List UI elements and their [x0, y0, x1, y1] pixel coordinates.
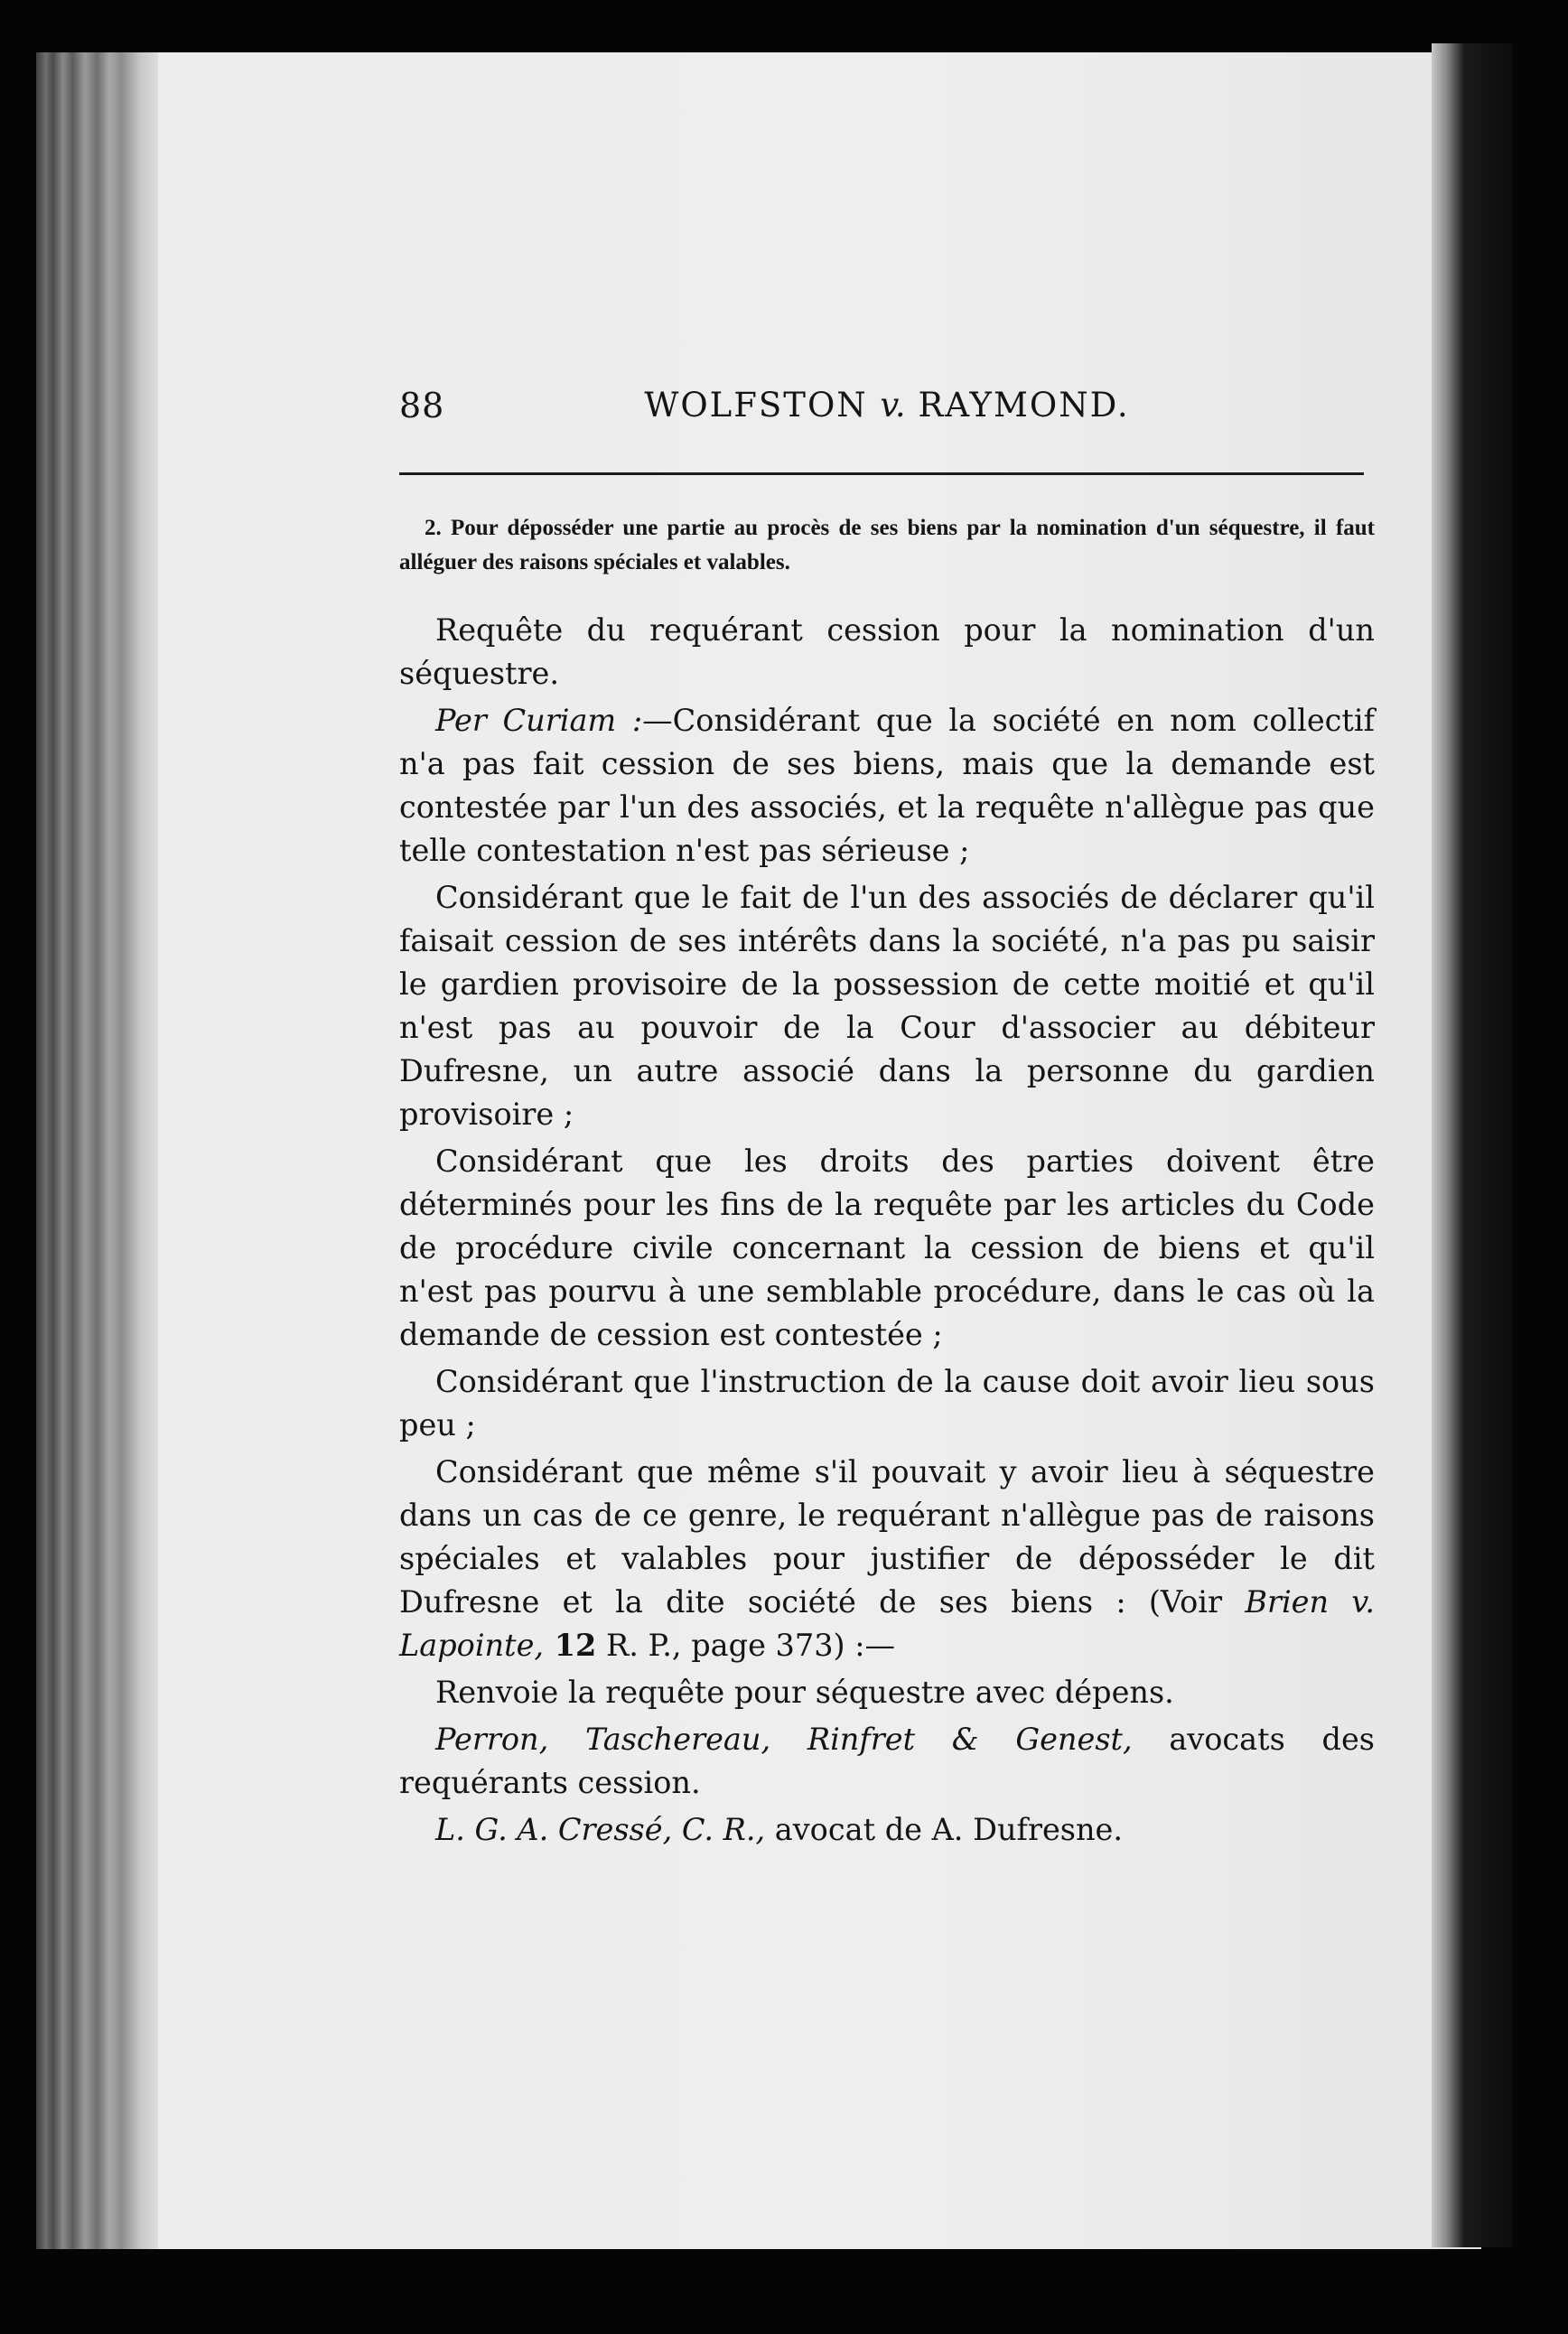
counsel-defendant-role: avocat de A. Dufresne.: [765, 1812, 1124, 1847]
paragraph-per-curiam: [399, 699, 1375, 873]
book-binding-edge: [36, 52, 158, 2249]
citation-page: R. P., page 373) :—: [596, 1628, 896, 1663]
title-plaintiff: WOLFSTON: [644, 386, 881, 425]
counsel-plaintiff-names: Perron, Taschereau, Rinfret & Genest,: [435, 1722, 1133, 1757]
running-title: [399, 386, 1375, 425]
per-curiam-text: —Considérant que la société en nom collectif n'a pas fait cession de ses biens, mais que la demande est contestée par l'un des associés, et la requête n'allègue pas que telle contestation n'est pas sérieuse ;: [399, 703, 1375, 868]
page-number: 88: [399, 386, 445, 425]
paragraph-requete: Requête du requérant cession pour la nomination d'un séquestre.: [399, 612, 1375, 691]
considerant-4-text: Considérant que même s'il pouvait y avoir lieu à séquestre dans un cas de ce genre, le requérant n'allègue pas de raisons spéciales et valables pour justifier de déposséder le dit Dufresne et la dite société de ses biens : (Voir: [399, 1454, 1375, 1620]
paragraph-considerant-4: [399, 1451, 1375, 1667]
paragraph-counsel-defendant: [399, 1808, 1375, 1852]
paragraph-counsel-plaintiff: [399, 1718, 1375, 1805]
header-rule: [399, 472, 1364, 475]
paragraph-considerant-1: Considérant que le fait de l'un des associés de déclarer qu'il faisait cession de ses intérêts dans la société, n'a pas pu saisir le gardien provisoire de la possession de cette moitié et qu'il n'est pas au pouvoir de la Cour d'associer au débiteur Dufresne, un autre associé dans la personne du gardien provisoire ;: [399, 880, 1375, 1132]
book-page: [36, 52, 1481, 2249]
per-curiam-label: Per Curiam :: [435, 703, 643, 738]
paragraph-considerant-2: Considérant que les droits des parties doivent être déterminés pour les fins de la requête par les articles du Code de procédure civile concernant la cession de biens et qu'il n'est pas pourvu à une semblable procédure, dans le cas où la demande de cession est contestée ;: [399, 1144, 1375, 1352]
running-header: [399, 373, 1375, 445]
paragraph-judgment: Renvoie la requête pour séquestre avec dépens.: [435, 1675, 1174, 1710]
headnote: 2. Pour déposséder une partie au procès de ses biens par la nomination d'un séquestre, il faut alléguer des raisons spéciales et valables.: [399, 516, 1375, 574]
title-defendant: RAYMOND.: [905, 386, 1130, 425]
page-text-block: [399, 373, 1375, 1852]
paragraph-considerant-3: Considérant que l'instruction de la cause doit avoir lieu sous peu ;: [399, 1364, 1375, 1442]
counsel-defendant-name: L. G. A. Cressé, C. R.,: [435, 1812, 766, 1847]
title-versus: v.: [880, 386, 906, 425]
citation-volume: 12: [544, 1628, 597, 1663]
case-citation: Brien v. Lapointe,: [399, 1584, 1375, 1663]
counsel-plaintiff-role: avocats des requérants cession.: [399, 1722, 1375, 1800]
page-right-edge-shadow: [1432, 43, 1513, 2247]
